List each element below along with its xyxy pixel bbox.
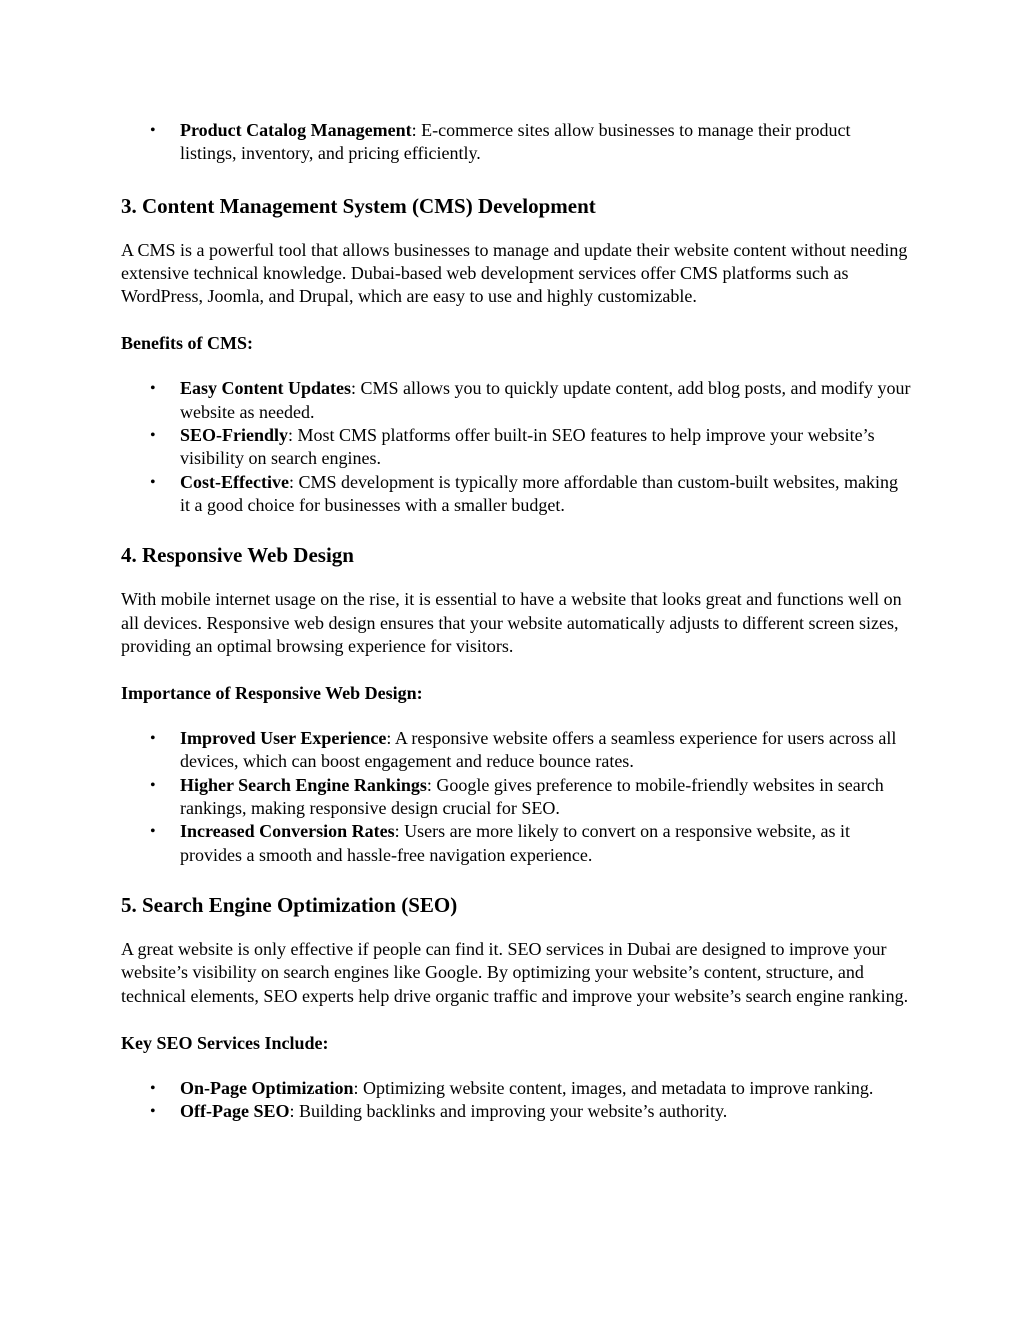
catalog-list xyxy=(121,119,911,166)
list-item xyxy=(121,820,911,867)
seo-subheading: Key SEO Services Include: xyxy=(121,1032,329,1053)
list-item xyxy=(121,471,911,518)
bullet-icon: • xyxy=(150,1079,156,1097)
responsive-paragraph: With mobile internet usage on the rise, it is essential to have a website that looks great and functions well on all devices. Responsive web design ensures that your website automatically adjusts to different screen sizes, providing an optimal browsing experience for visitors. xyxy=(121,589,902,656)
bullet-icon: • xyxy=(150,122,156,139)
list-item-text: : CMS development is typically more affordable than custom-built websites, making it a good choice for businesses with a smaller budget. xyxy=(180,471,899,515)
bullet-icon: • xyxy=(150,380,156,398)
bullet-icon: • xyxy=(150,823,156,841)
list-item-term: Off-Page SEO xyxy=(180,1101,290,1122)
list-item-term: Product Catalog Management xyxy=(180,120,412,140)
document-page xyxy=(121,119,911,1123)
bullet-icon: • xyxy=(150,730,156,748)
bullet-icon: • xyxy=(150,427,156,445)
list-item xyxy=(121,727,911,774)
list-item-text: : Optimizing website content, images, and metadata to improve ranking. xyxy=(353,1077,874,1098)
responsive-importance-list xyxy=(121,727,911,867)
bullet-icon: • xyxy=(150,1103,156,1121)
list-item-text: : CMS allows you to quickly update content, add blog posts, and modify your website as needed. xyxy=(180,378,911,422)
bullet-icon: • xyxy=(150,473,156,491)
list-item-text: : Building backlinks and improving your website’s authority. xyxy=(289,1101,728,1122)
responsive-subheading: Importance of Responsive Web Design: xyxy=(121,683,423,704)
list-item-term: Easy Content Updates xyxy=(180,378,352,399)
list-item-text: : Users are more likely to convert on a responsive website, as it provides a smooth and hassle-free navigation experience. xyxy=(180,821,851,865)
list-item-term: Higher Search Engine Rankings xyxy=(180,774,427,795)
list-item-term: SEO-Friendly xyxy=(180,425,289,446)
list-item-text: : E-commerce sites allow businesses to manage their product listings, inventory, and pricing efficiently. xyxy=(180,120,851,164)
list-item-term: On-Page Optimization xyxy=(180,1077,354,1098)
section-heading-responsive: 4. Responsive Web Design xyxy=(121,543,354,568)
cms-benefits-list xyxy=(121,377,911,517)
list-item-term: Improved User Experience xyxy=(180,728,387,749)
list-item-text: : Google gives preference to mobile-friendly websites in search rankings, making responsive design crucial for SEO. xyxy=(180,774,884,819)
list-item xyxy=(121,424,911,471)
seo-paragraph: A great website is only effective if people can find it. SEO services in Dubai are designed to improve your website’s visibility on search engines like Google. By optimizing your website’s content, structure, and technical elements, SEO experts help drive organic traffic and improve your website’s search engine ranking. xyxy=(121,938,909,1006)
cms-paragraph: A CMS is a powerful tool that allows businesses to manage and update their website content without needing extensive technical knowledge. Dubai-based web development services offer CMS platforms such as WordPress, Joomla, and Drupal, which are easy to use and highly customizable. xyxy=(121,239,908,307)
list-item xyxy=(121,774,911,821)
list-item xyxy=(121,377,911,424)
cms-subheading: Benefits of CMS: xyxy=(121,333,253,354)
seo-services-list xyxy=(121,1077,911,1124)
list-item-text: : A responsive website offers a seamless experience for users across all devices, which can boost engagement and reduce bounce rates. xyxy=(180,728,897,772)
list-item xyxy=(121,1077,911,1100)
section-heading-seo: 5. Search Engine Optimization (SEO) xyxy=(121,892,458,917)
list-item-term: Increased Conversion Rates xyxy=(180,821,395,842)
list-item xyxy=(121,1100,911,1123)
list-item-term: Cost-Effective xyxy=(180,471,289,492)
list-item xyxy=(121,119,911,166)
section-heading-cms: 3. Content Management System (CMS) Development xyxy=(121,193,596,218)
list-item-text: : Most CMS platforms offer built-in SEO features to help improve your website’s visibility on search engines. xyxy=(180,425,875,469)
bullet-icon: • xyxy=(150,776,156,794)
